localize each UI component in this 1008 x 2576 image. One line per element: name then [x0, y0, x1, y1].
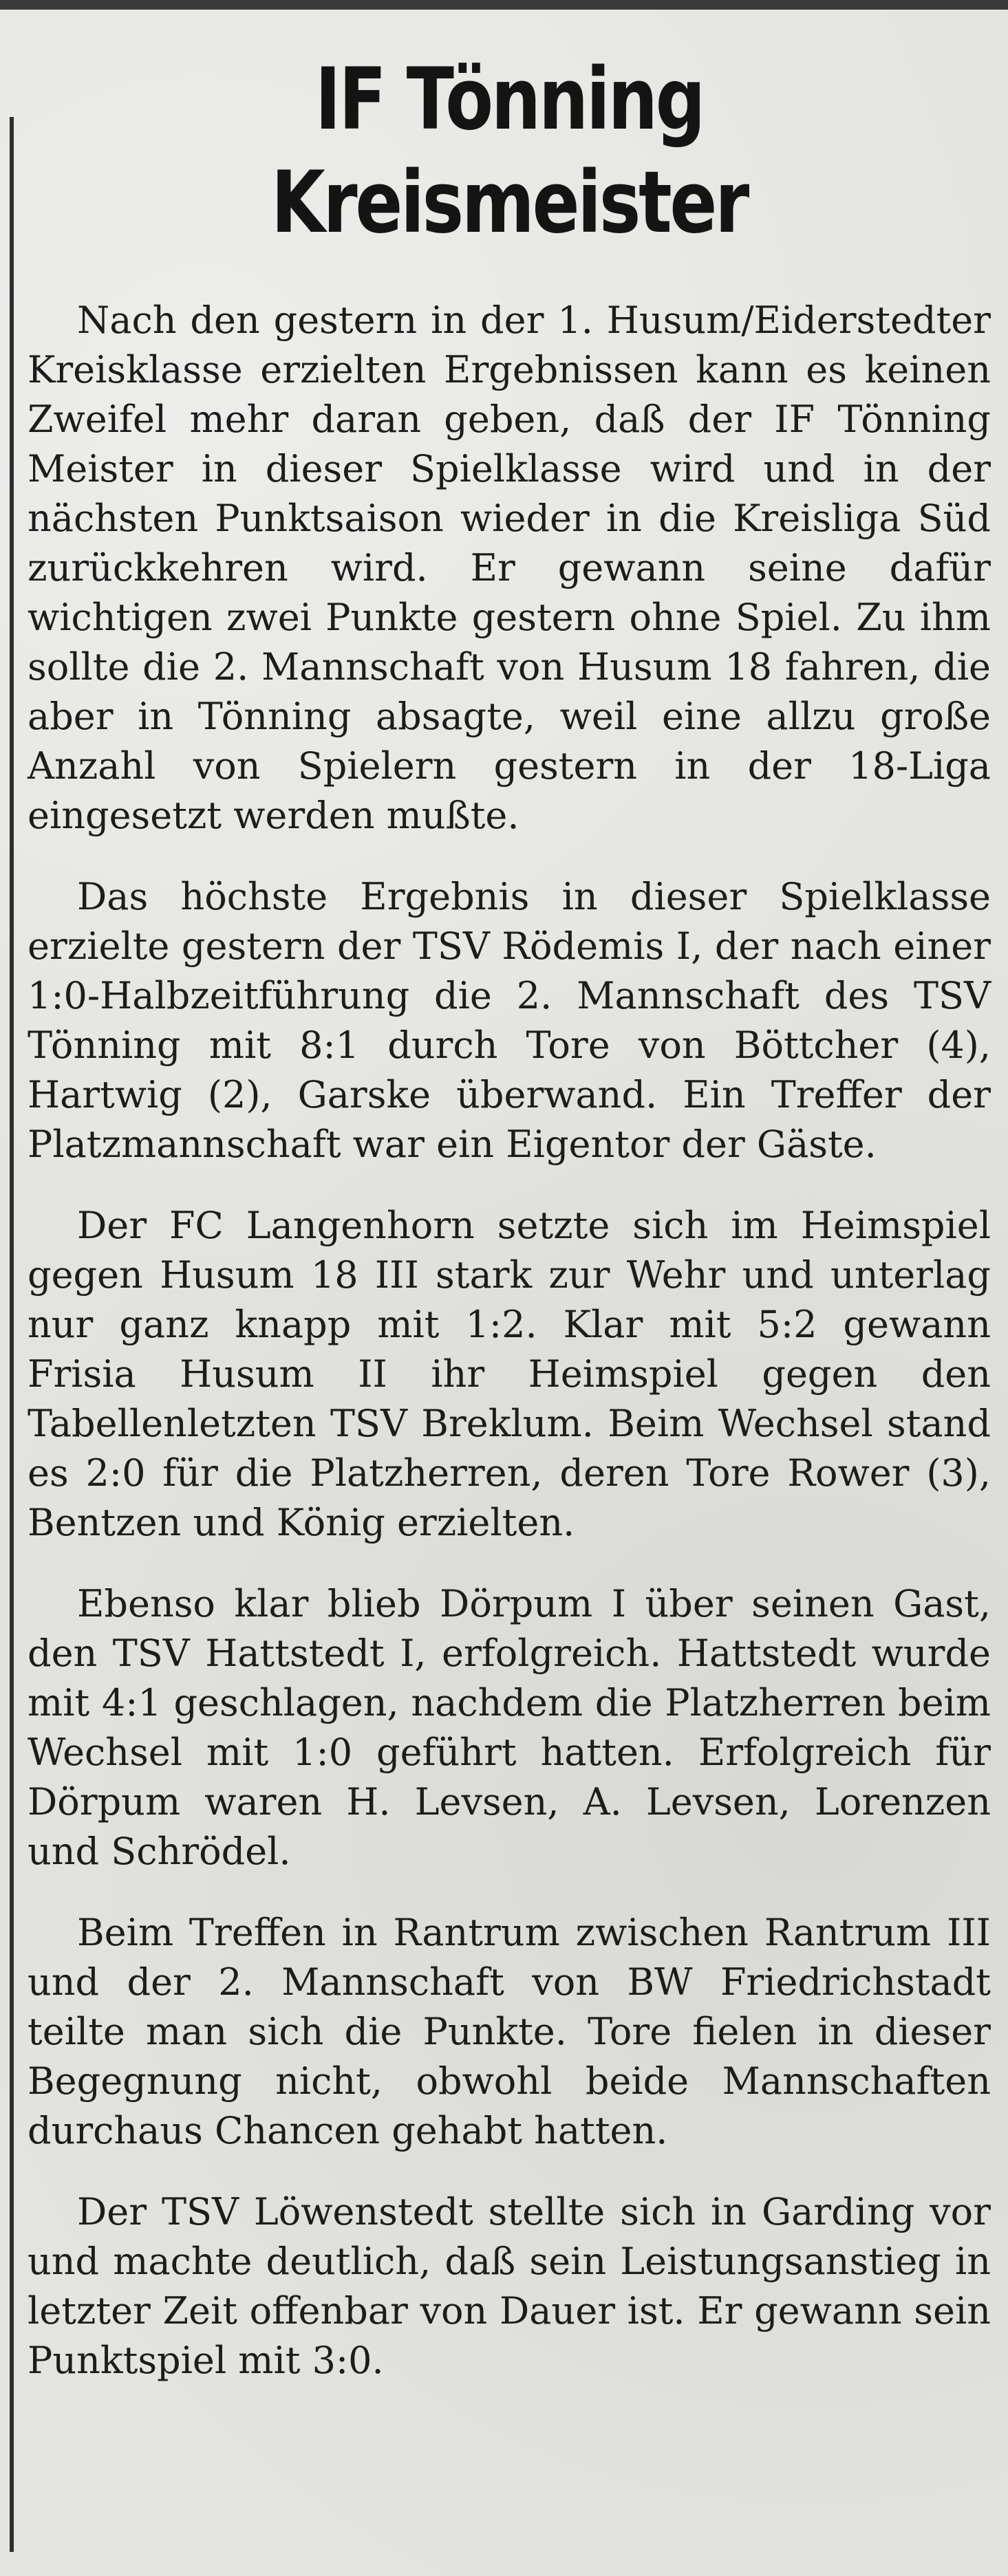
paragraph-5: Beim Treffen in Rantrum zwischen Rantrum III und der 2. Mannschaft von BW Friedrichstadt teilte man sich die Punkte. Tore fielen in dieser Begegnung nicht, obwohl beide Mannschaften durchaus Chancen gehabt hatten.: [28, 1911, 991, 2152]
paragraph-1: Nach den gestern in der 1. Husum/Eiderstedter Kreisklasse erzielten Ergebnissen kann es keinen Zweifel mehr daran geben, daß der IF Tönning Meister in dieser Spielklasse wird und in der nächsten Punktsaison wieder in die Kreisliga Süd zurückkehren wird. Er gewann seine dafür wichtigen zwei Punkte gestern ohne Spiel. Zu ihm sollte die 2. Mannschaft von Husum 18 fahren, die aber in Tönning absagte, weil eine allzu große Anzahl von Spielern gestern in der 18-Liga eingesetzt werden mußte.: [28, 299, 991, 837]
top-border-rule: [0, 0, 1008, 10]
article-headline: IF Tönning Kreismeister: [271, 50, 747, 252]
article-body: [28, 296, 991, 2385]
left-column-rule: [10, 117, 14, 2552]
paragraph-6: Der TSV Löwenstedt stellte sich in Garding vor und machte deutlich, daß sein Leistungsanstieg in letzter Zeit offenbar von Dauer ist. Er gewann sein Punktspiel mit 3:0.: [28, 2190, 991, 2382]
paragraph-4: Ebenso klar blieb Dörpum I über seinen Gast, den TSV Hattstedt I, erfolgreich. Hattstedt wurde mit 4:1 geschlagen, nachdem die Platzherren beim Wechsel mit 1:0 geführt hatten. Erfolgreich für Dörpum waren H. Levsen, A. Levsen, Lorenzen und Schrödel.: [28, 1582, 991, 1873]
article: [28, 48, 991, 2417]
paragraph-2: Das höchste Ergebnis in dieser Spielklasse erzielte gestern der TSV Rödemis I, der nach einer 1:0-Halbzeitführung die 2. Mannschaft des TSV Tönning mit 8:1 durch Tore von Böttcher (4), Hartwig (2), Garske überwand. Ein Treffer der Platzmannschaft war ein Eigentor der Gäste.: [28, 875, 991, 1166]
paragraph-3: Der FC Langenhorn setzte sich im Heimspiel gegen Husum 18 III stark zur Wehr und unterlag nur ganz knapp mit 1:2. Klar mit 5:2 gewann Frisia Husum II ihr Heimspiel gegen den Tabellenletzten TSV Breklum. Beim Wechsel stand es 2:0 für die Platzherren, deren Tore Rower (3), Bentzen und König erzielten.: [28, 1204, 991, 1544]
